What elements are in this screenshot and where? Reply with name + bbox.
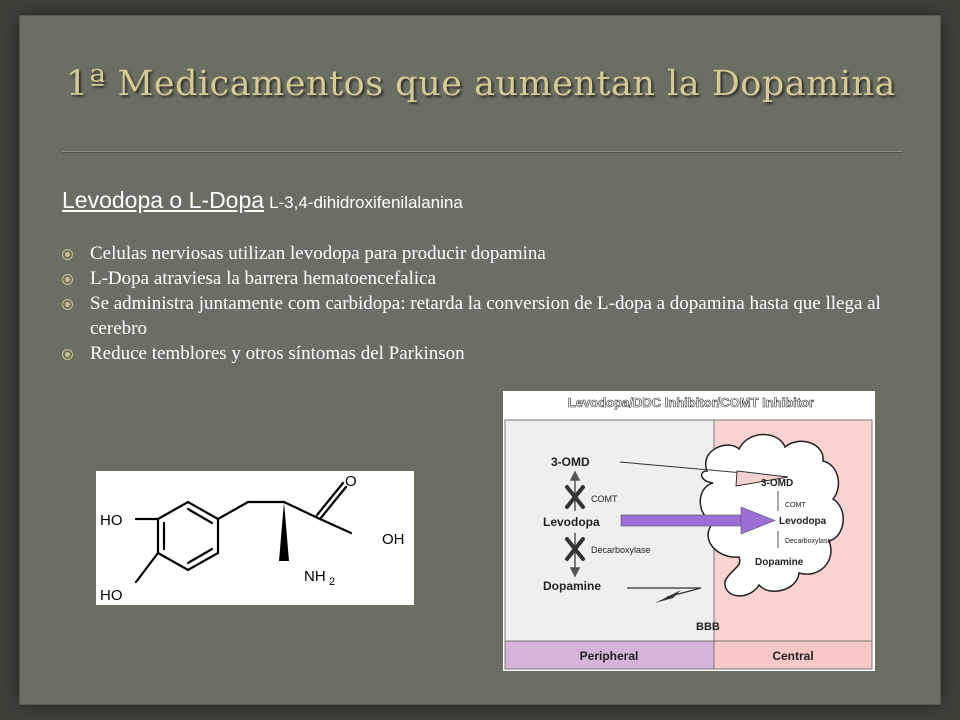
- brain-3omd-label: 3-OMD: [761, 478, 794, 489]
- bullet-item: [62, 241, 912, 266]
- label-o: O: [345, 473, 357, 490]
- ring-double-bond: [188, 509, 212, 523]
- bullet-item: [62, 291, 912, 341]
- slide-title: 1ª Medicamentos que aumentan la Dopamina: [66, 64, 896, 104]
- brain-decarboxylase-label: Decarboxylase: [785, 538, 832, 545]
- bond-oh: [320, 519, 351, 533]
- bullet-icon: [62, 299, 73, 310]
- bond-carbonyl-double: [317, 483, 343, 515]
- bullet-text: Celulas nerviosas utilizan levodopa para producir dopamina: [90, 243, 546, 264]
- bond-ch2: [218, 502, 248, 519]
- label-nh: NH: [304, 568, 326, 585]
- bullet-text: Reduce temblores y otros síntomas del Parkinson: [90, 343, 465, 364]
- bullet-list: [62, 241, 912, 366]
- bond-carbonyl: [320, 487, 346, 519]
- pathway-diagram: [503, 391, 875, 671]
- bond-carboxyl: [284, 502, 320, 519]
- bullet-icon: [62, 249, 73, 260]
- bond-ho-bottom: [136, 553, 158, 582]
- left-3omd-label: 3-OMD: [551, 455, 590, 469]
- benzene-ring: [158, 502, 218, 570]
- left-dopamine-label: Dopamine: [543, 579, 602, 593]
- bullet-item: [62, 341, 912, 366]
- left-decarboxylase-label: Decarboxylase: [591, 545, 651, 555]
- bullet-text: L-Dopa atraviesa la barrera hematoencefalica: [90, 268, 436, 289]
- levodopa-structure-svg: [96, 471, 414, 605]
- brain-levodopa-label: Levodopa: [779, 516, 827, 527]
- subtitle-drug-name: Levodopa o L-Dopa: [62, 187, 265, 213]
- central-label: Central: [772, 649, 814, 663]
- left-levodopa-label: Levodopa: [543, 515, 600, 529]
- peripheral-panel: [505, 420, 714, 641]
- title-divider: [62, 151, 902, 153]
- wedge-bond: [279, 502, 289, 561]
- diagram-title: Levodopa/DDC Inhibitor/COMT Inhibitor: [567, 395, 815, 410]
- subtitle: [62, 187, 463, 214]
- bullet-icon: [62, 349, 73, 360]
- bullet-icon: [62, 274, 73, 285]
- brain-dopamine-label: Dopamine: [755, 557, 804, 568]
- label-ho-top: HO: [100, 512, 123, 529]
- peripheral-label: Peripheral: [579, 649, 639, 663]
- bullet-text: Se administra juntamente com carbidopa: retarda la conversion de L-dopa a dopamina hasta que llega al cerebro: [90, 293, 881, 339]
- label-oh: OH: [382, 531, 405, 548]
- label-ho-bottom: HO: [100, 587, 123, 604]
- levodopa-structure-image: [96, 471, 414, 605]
- left-comt-label: COMT: [591, 494, 618, 504]
- bbb-label: BBB: [696, 621, 720, 633]
- label-nh-subscript: 2: [329, 576, 336, 588]
- bullet-item: [62, 266, 912, 291]
- brain-comt-label: COMT: [785, 502, 806, 509]
- levodopa-arrow-body: [621, 515, 741, 526]
- ring-double-bond: [188, 549, 212, 563]
- pathway-diagram-svg: [503, 391, 875, 671]
- subtitle-chemical-name: L-3,4-dihidroxifenilalanina: [269, 193, 463, 212]
